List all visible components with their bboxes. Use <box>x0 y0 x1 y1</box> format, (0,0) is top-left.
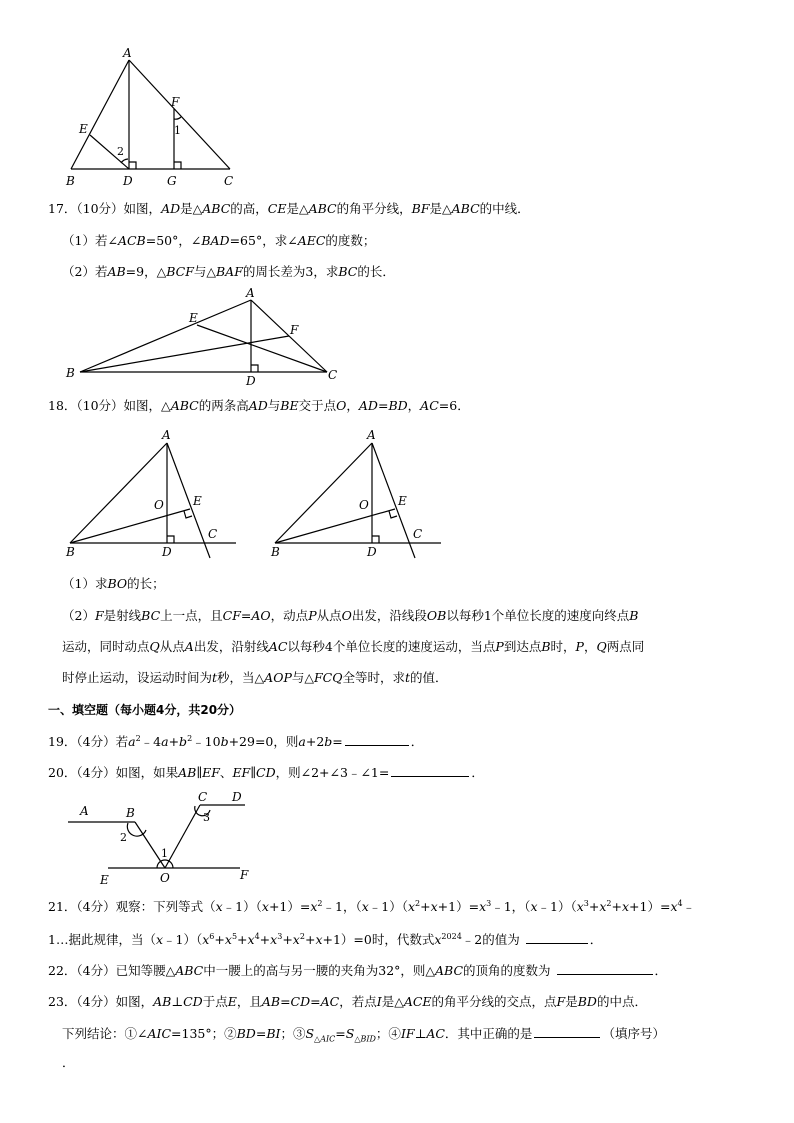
fig20-label-o: O <box>160 871 170 885</box>
fig20-label-e: E <box>100 873 109 887</box>
fig20-label-d: D <box>232 790 242 804</box>
q20-answer-blank[interactable] <box>391 764 469 777</box>
fig16-label-g: G <box>167 174 177 188</box>
fig18l-label-d: D <box>162 545 172 559</box>
q18-stem: 18．（10分）如图，△ABC的两条高AD与BE交于点O，AD=BD，AC=6． <box>48 398 470 413</box>
fig20-label-2: 2 <box>120 831 127 844</box>
fig20-label-c: C <box>198 790 208 804</box>
fig20-label-3: 3 <box>203 811 210 824</box>
fig17-label-f: F <box>290 323 299 337</box>
q21-line1: 21．（4分）观察：下列等式$(x﹣1)(x+1)=x^2﹣1$，$(x﹣1)(x^2+x+1)=x^3﹣1$，$(x﹣1)(x^3+x^2+x+1)=x^4﹣$ <box>48 898 696 914</box>
fig18l-label-c: C <box>208 527 218 541</box>
q20: 20．（4分）如图，如果AB∥EF、EF∥CD，则∠2+∠3﹣∠1= ． <box>48 765 484 780</box>
fig20-label-1: 1 <box>161 847 168 860</box>
q21-line2: 1…据此规律，当$(x﹣1)(x^6+x^5+x^4+x^3+x^2+x+1)=0$时，代数式$x^{2024}﹣2$的值为 ． <box>48 931 603 947</box>
q17-part1: （1）若∠ACB=50°，∠BAD=65°，求∠AEC的度数； <box>62 233 376 248</box>
q17-part2: （2）若AB=9，△BCF与△BAF的周长差为3，求BC的长． <box>62 264 395 279</box>
q23-line1: 23．（4分）如图，AB⊥CD于点E，且AB=CD=AC，若点I是△ACE的角平分线的交点，点F是BD的中点． <box>48 994 647 1009</box>
figure-q18-right <box>265 428 455 563</box>
fig18r-label-d: D <box>367 545 377 559</box>
fig16-label-a: A <box>123 46 132 60</box>
fig18l-label-e: E <box>193 494 202 508</box>
q17-stem: 17．（10分）如图，AD是△ABC的高，CE是△ABC的角平分线，BF是△ABC的中线． <box>48 201 530 216</box>
q18-part1: （1）求BO的长； <box>62 576 165 591</box>
figure-q18-left <box>60 428 250 563</box>
q22: 22．（4分）已知等腰△ABC中一腰上的高与另一腰的夹角为32°，则△ABC的顶角的度数为 ． <box>48 963 668 978</box>
fig16-label-f: F <box>171 95 180 109</box>
fig16-label-1: 1 <box>174 124 181 137</box>
fig18r-label-a: A <box>367 428 376 442</box>
fig17-label-d: D <box>246 374 256 388</box>
fig18l-label-a: A <box>162 428 171 442</box>
fig18r-label-b: B <box>271 545 280 559</box>
q19: 19．（4分）若$a^2﹣4a+b^2﹣10b+29=0$，则a+2b= ． <box>48 733 424 749</box>
figure-q17 <box>60 285 360 388</box>
fig18r-label-c: C <box>413 527 423 541</box>
fig20-label-f: F <box>240 868 249 882</box>
fig20-label-a: A <box>80 804 89 818</box>
q21-answer-blank[interactable] <box>526 931 588 944</box>
fig17-label-b: B <box>66 366 75 380</box>
q23-line2: 下列结论：①∠AIC=135°；②BD=BI；$③S_{\triangle AIC}=S_{\triangle BID}$；④IF⊥AC．其中正确的是 （填序号） <box>62 1026 665 1044</box>
fig18l-label-b: B <box>66 545 75 559</box>
q18-part2-line1: （2）F是射线BC上一点，且CF=AO，动点P从点O出发，沿线段OB以每秒1个单位长度的速度向终点B <box>62 608 639 623</box>
fig17-label-e: E <box>189 311 198 325</box>
q18-part2-line2: 运动，同时动点Q从点A出发，沿射线AC以每秒4个单位长度的速度运动，当点P到达点B时，P，Q两点同 <box>62 639 645 654</box>
q23-answer-blank[interactable] <box>534 1025 600 1038</box>
fig18l-label-o: O <box>154 498 164 512</box>
fig17-label-a: A <box>246 286 255 300</box>
fig20-label-b: B <box>126 806 135 820</box>
q18-part2-line3: 时停止运动，设运动时间为t秒，当△AOP与△FCQ全等时，求t的值． <box>62 670 448 685</box>
fig18r-label-o: O <box>359 498 369 512</box>
section-heading: 一、填空题（每小题4分，共20分） <box>48 703 242 717</box>
figure-q16 <box>55 46 255 188</box>
q22-answer-blank[interactable] <box>557 962 653 975</box>
fig16-label-d: D <box>123 174 133 188</box>
fig16-label-c: C <box>224 174 234 188</box>
fig16-label-2: 2 <box>117 145 124 158</box>
q19-answer-blank[interactable] <box>345 733 409 746</box>
fig16-label-e: E <box>79 122 88 136</box>
figure-q20 <box>60 790 260 890</box>
q23-line3: ． <box>62 1055 75 1070</box>
fig16-label-b: B <box>66 174 75 188</box>
fig18r-label-e: E <box>398 494 407 508</box>
fig17-label-c: C <box>328 368 338 382</box>
